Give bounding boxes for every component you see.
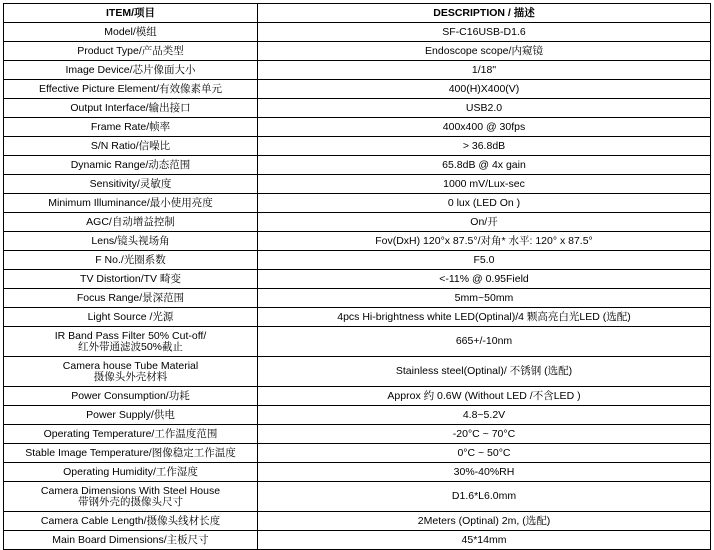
description-cell: 4.8~5.2V bbox=[258, 406, 711, 425]
item-cell: AGC/自动增益控制 bbox=[4, 213, 258, 232]
table-row bbox=[4, 80, 711, 99]
table-row bbox=[4, 232, 711, 251]
table-row bbox=[4, 118, 711, 137]
item-cell bbox=[4, 357, 258, 387]
description-cell: > 36.8dB bbox=[258, 137, 711, 156]
description-cell: 4pcs Hi-brightness white LED(Optinal)/4 颗高亮白光LED (选配) bbox=[258, 308, 711, 327]
item-cell: Main Board Dimensions/主板尺寸 bbox=[4, 531, 258, 550]
description-cell: <-11% @ 0.95Field bbox=[258, 270, 711, 289]
item-cell: Lens/镜头视场角 bbox=[4, 232, 258, 251]
description-cell: 1000 mV/Lux-sec bbox=[258, 175, 711, 194]
description-cell: USB2.0 bbox=[258, 99, 711, 118]
item-cell: S/N Ratio/信噪比 bbox=[4, 137, 258, 156]
item-label-line-2: 摄像头外壳材料 bbox=[93, 370, 168, 383]
item-cell: Power Supply/供电 bbox=[4, 406, 258, 425]
item-column-header: ITEM/项目 bbox=[4, 4, 258, 23]
header-row bbox=[4, 4, 711, 23]
description-cell: F5.0 bbox=[258, 251, 711, 270]
description-cell: -20°C ~ 70°C bbox=[258, 425, 711, 444]
table-row bbox=[4, 425, 711, 444]
table-row bbox=[4, 308, 711, 327]
item-cell: Product Type/产品类型 bbox=[4, 42, 258, 61]
description-cell: 65.8dB @ 4x gain bbox=[258, 156, 711, 175]
description-cell: 665+/-10nm bbox=[258, 327, 711, 357]
item-cell: Image Device/芯片像面大小 bbox=[4, 61, 258, 80]
item-label-line-2: 带钢外壳的摄像头尺寸 bbox=[78, 495, 183, 508]
table-row bbox=[4, 327, 711, 357]
item-cell: Focus Range/景深范围 bbox=[4, 289, 258, 308]
description-cell: 30%-40%RH bbox=[258, 463, 711, 482]
spec-table bbox=[3, 3, 711, 550]
description-cell: 0°C ~ 50°C bbox=[258, 444, 711, 463]
table-row bbox=[4, 482, 711, 512]
item-label-line-2: 红外带通滤波50%截止 bbox=[77, 340, 183, 353]
table-row bbox=[4, 444, 711, 463]
table-row bbox=[4, 42, 711, 61]
item-cell: Operating Humidity/工作湿度 bbox=[4, 463, 258, 482]
description-cell: 400(H)X400(V) bbox=[258, 80, 711, 99]
description-cell: Stainless steel(Optinal)/ 不锈钢 (选配) bbox=[258, 357, 711, 387]
table-row bbox=[4, 270, 711, 289]
description-cell: Endoscope scope/内窥镜 bbox=[258, 42, 711, 61]
item-cell: TV Distortion/TV 畸变 bbox=[4, 270, 258, 289]
table-row bbox=[4, 512, 711, 531]
description-column-header: DESCRIPTION / 描述 bbox=[258, 4, 711, 23]
spec-table-header bbox=[4, 4, 711, 23]
item-cell: Minimum Illuminance/最小使用亮度 bbox=[4, 194, 258, 213]
table-row bbox=[4, 156, 711, 175]
table-row bbox=[4, 23, 711, 42]
item-cell: Operating Temperature/工作温度范围 bbox=[4, 425, 258, 444]
item-cell: F No./光圈系数 bbox=[4, 251, 258, 270]
item-cell: Camera Cable Length/摄像头线材长度 bbox=[4, 512, 258, 531]
item-label-line-1: IR Band Pass Filter 50% Cut-off/ bbox=[54, 329, 207, 342]
table-row bbox=[4, 213, 711, 232]
item-cell bbox=[4, 482, 258, 512]
item-cell: Model/模组 bbox=[4, 23, 258, 42]
table-row bbox=[4, 387, 711, 406]
table-row bbox=[4, 531, 711, 550]
description-cell: 0 lux (LED On ) bbox=[258, 194, 711, 213]
item-cell: Output Interface/输出接口 bbox=[4, 99, 258, 118]
description-cell: D1.6*L6.0mm bbox=[258, 482, 711, 512]
description-cell: 1/18" bbox=[258, 61, 711, 80]
description-cell: 45*14mm bbox=[258, 531, 711, 550]
item-label-line-1: Camera Dimensions With Steel House bbox=[40, 484, 221, 497]
description-cell: Approx 约 0.6W (Without LED /不含LED ) bbox=[258, 387, 711, 406]
table-row bbox=[4, 99, 711, 118]
description-cell: 400x400 @ 30fps bbox=[258, 118, 711, 137]
item-cell: Dynamic Range/动态范围 bbox=[4, 156, 258, 175]
table-row bbox=[4, 357, 711, 387]
description-cell: On/开 bbox=[258, 213, 711, 232]
table-row bbox=[4, 194, 711, 213]
table-row bbox=[4, 406, 711, 425]
item-cell bbox=[4, 327, 258, 357]
table-row bbox=[4, 61, 711, 80]
table-row bbox=[4, 289, 711, 308]
item-cell: Effective Picture Element/有效像素单元 bbox=[4, 80, 258, 99]
item-cell: Light Source /光源 bbox=[4, 308, 258, 327]
item-cell: Sensitivity/灵敏度 bbox=[4, 175, 258, 194]
item-label-line-1: Camera house Tube Material bbox=[62, 359, 199, 372]
description-cell: 5mm~50mm bbox=[258, 289, 711, 308]
item-cell: Stable Image Temperature/图像稳定工作温度 bbox=[4, 444, 258, 463]
description-cell: SF-C16USB-D1.6 bbox=[258, 23, 711, 42]
spec-table-body bbox=[4, 23, 711, 550]
item-cell: Power Consumption/功耗 bbox=[4, 387, 258, 406]
table-row bbox=[4, 175, 711, 194]
table-row bbox=[4, 137, 711, 156]
table-row bbox=[4, 463, 711, 482]
item-cell: Frame Rate/帧率 bbox=[4, 118, 258, 137]
table-row bbox=[4, 251, 711, 270]
description-cell: Fov(DxH) 120°x 87.5°/对角* 水平: 120° x 87.5° bbox=[258, 232, 711, 251]
description-cell: 2Meters (Optinal) 2m, (选配) bbox=[258, 512, 711, 531]
